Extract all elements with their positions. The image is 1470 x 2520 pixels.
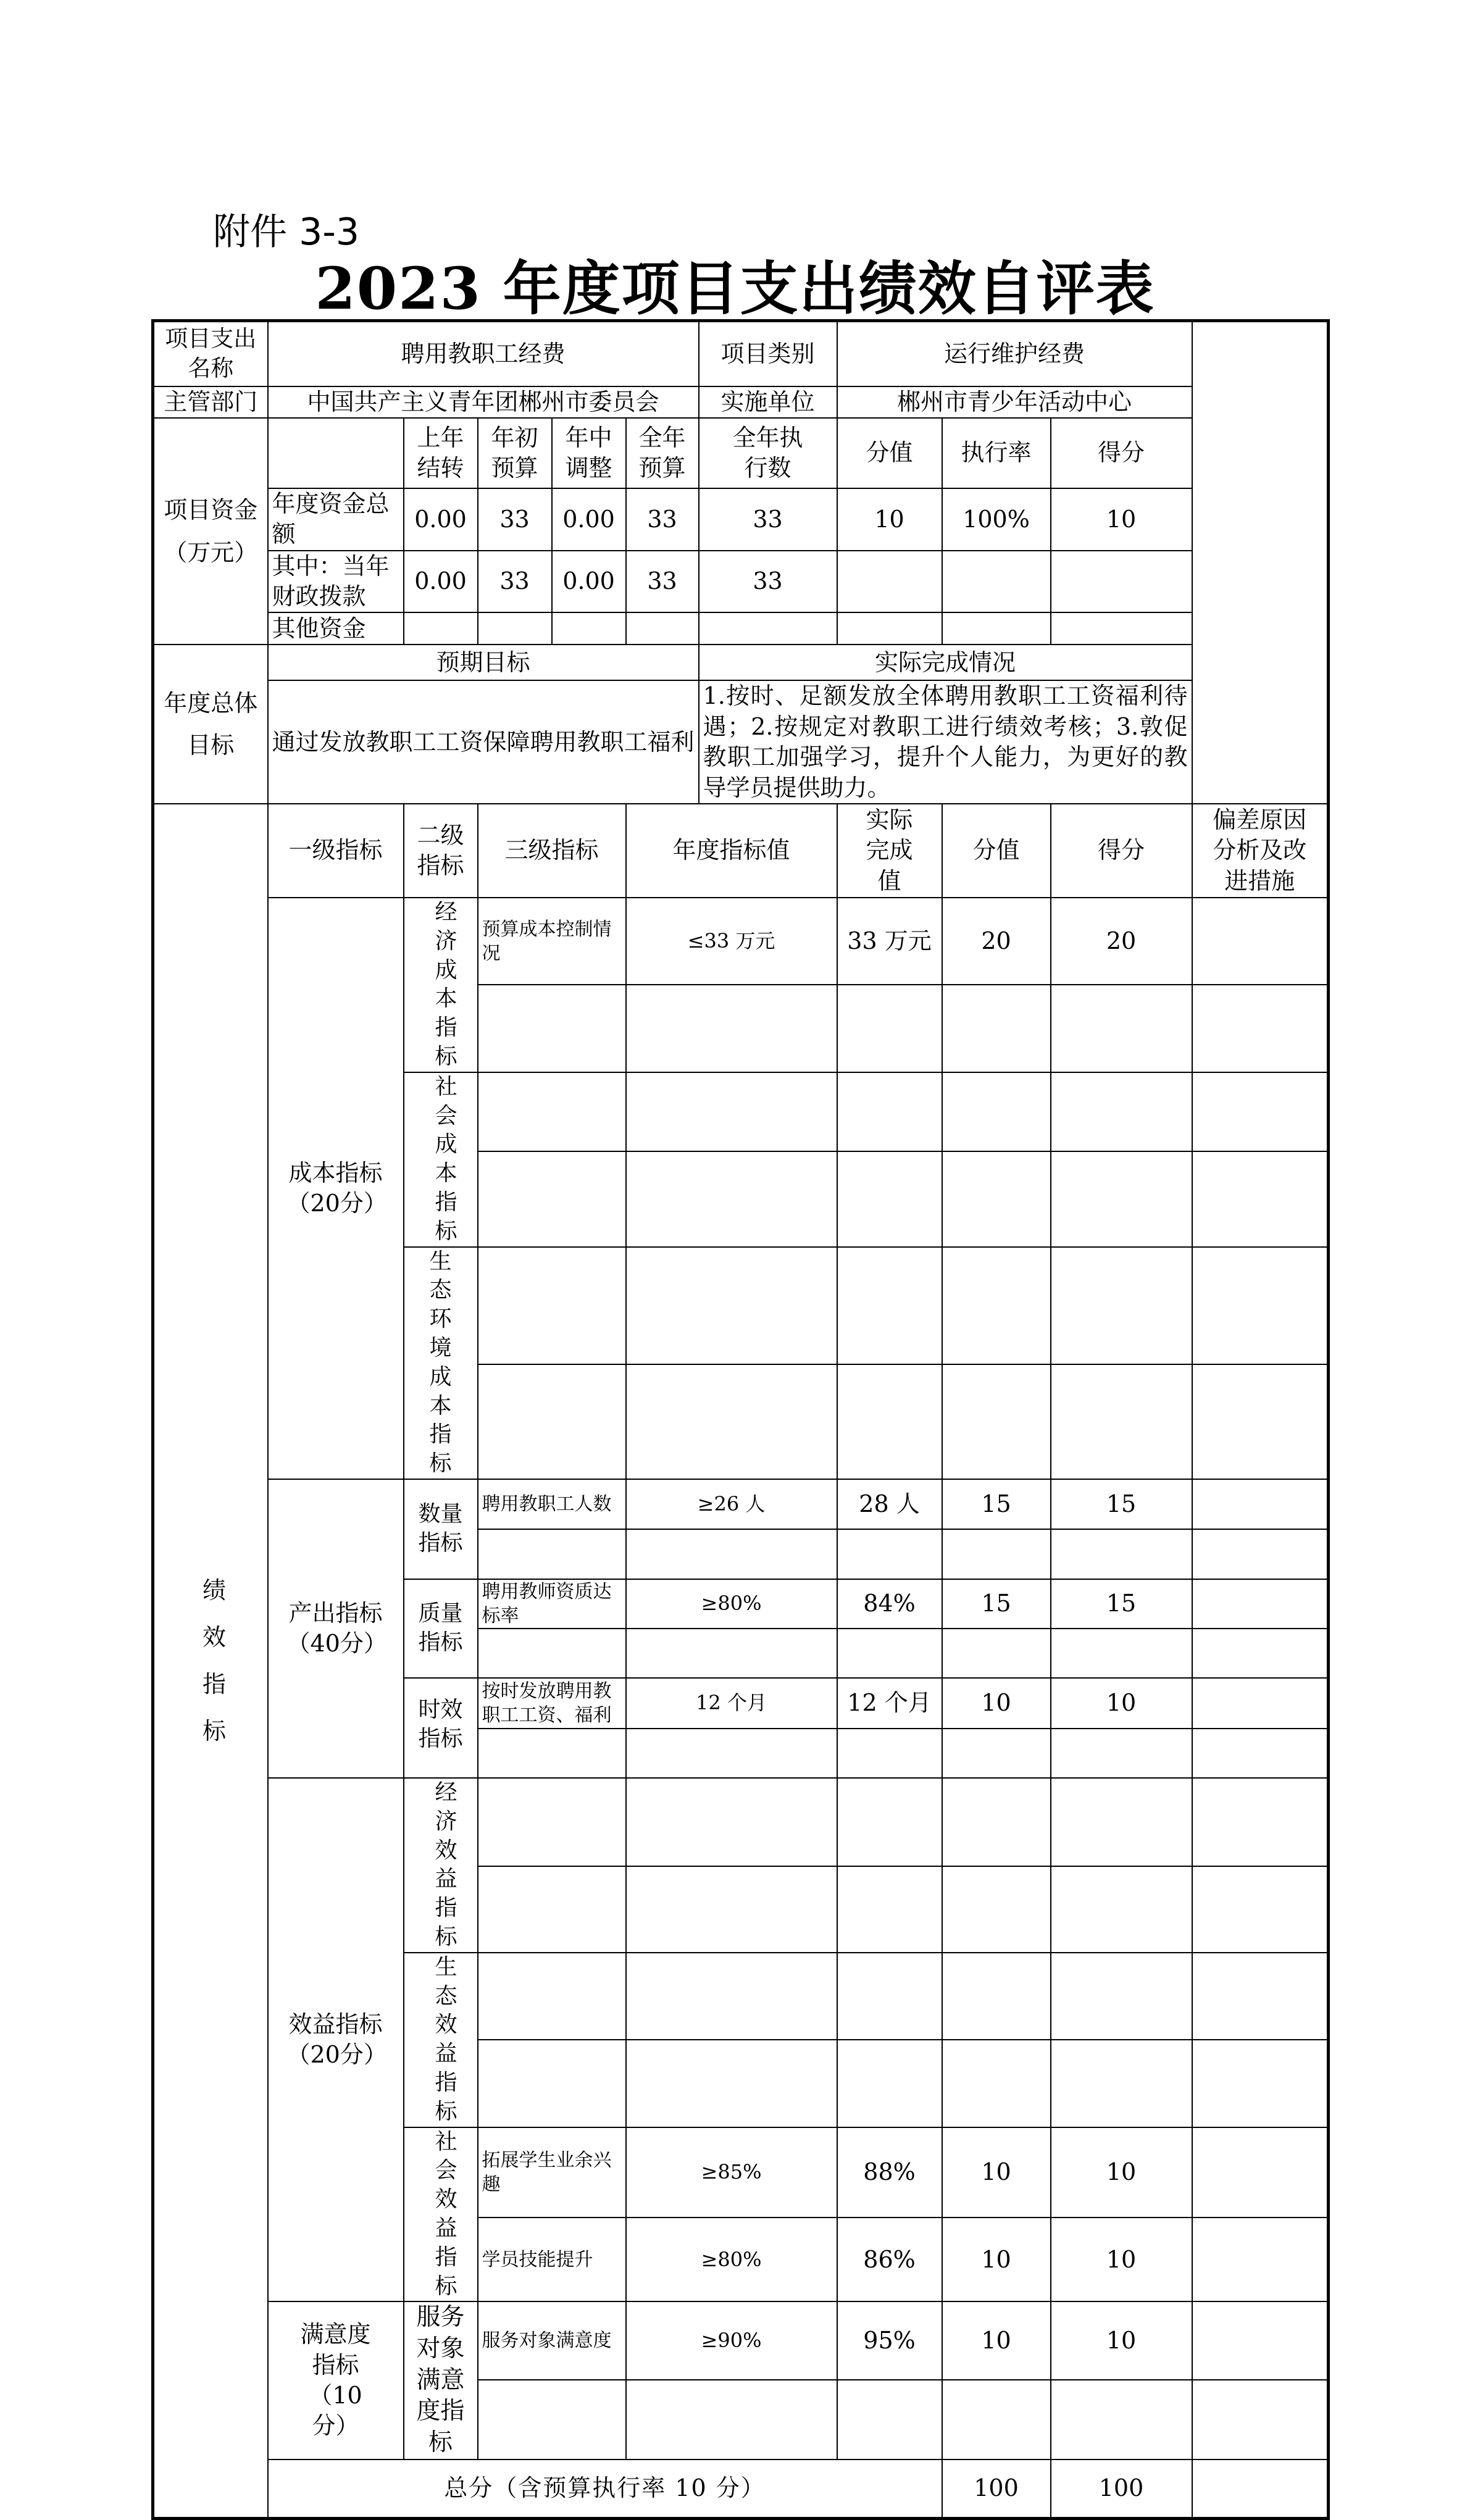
- perf-actual-cell: 88%: [837, 2127, 942, 2218]
- funds-cell: [478, 612, 552, 645]
- perf-score-value-cell: [942, 1729, 1051, 1778]
- perf-actual-cell: [837, 1072, 942, 1152]
- perf-target-cell: [626, 1529, 837, 1579]
- benefit-social-label: 社会效益指标: [404, 2127, 478, 2302]
- perf-actual-cell: [837, 985, 942, 1072]
- perf-deviation-cell: [1192, 1151, 1329, 1246]
- goals-label: 年度总体目标: [153, 645, 268, 804]
- funds-row-name: 其中：当年财政拨款: [268, 551, 404, 613]
- perf-actual-cell: 84%: [837, 1579, 942, 1629]
- perf-score-value-cell: 20: [942, 898, 1051, 985]
- funds-cell: 33: [626, 488, 699, 551]
- perf-header-level1: 一级指标: [268, 804, 404, 898]
- perf-row: [153, 1479, 1329, 1529]
- perf-score-value-cell: [942, 2040, 1051, 2127]
- perf-score-cell: [1051, 1529, 1192, 1579]
- perf-actual-cell: 28 人: [837, 1479, 942, 1529]
- page-title: 2023 年度项目支出绩效自评表: [315, 255, 1155, 323]
- perf-score-cell: [1051, 1953, 1192, 2040]
- perf-actual-cell: [837, 1629, 942, 1678]
- benefit-label: 效益指标（20分）: [268, 1778, 404, 2301]
- perf-actual-cell: [837, 1247, 942, 1365]
- perf-score-value-cell: [942, 1953, 1051, 2040]
- perf-deviation-cell: [1192, 1629, 1329, 1678]
- funds-cell: [626, 612, 699, 645]
- goals-actual-text: 1.按时、足额发放全体聘用教职工工资福利待遇；2.按规定对教职工进行绩效考核；3.敦促教职工加强学习，提升个人能力，为更好的教导学员提供助力。: [699, 680, 1192, 804]
- perf-deviation-cell: [1192, 898, 1329, 985]
- perf-score-cell: 10: [1051, 2301, 1192, 2380]
- funds-header-executed: 全年执行数: [699, 418, 837, 488]
- perf-level3-cell: [478, 2380, 626, 2460]
- perf-level3-cell: [478, 1953, 626, 2040]
- output-label: 产出指标（40分）: [268, 1479, 404, 1778]
- perf-level3-cell: [478, 1866, 626, 1953]
- funds-header-score-value: 分值: [837, 418, 942, 488]
- funds-cell: [837, 612, 942, 645]
- funds-blank-corner: [268, 418, 404, 488]
- perf-level3-cell: [478, 1629, 626, 1678]
- perf-target-cell: [626, 1072, 837, 1152]
- perf-score-value-cell: 15: [942, 1579, 1051, 1629]
- cost-social-label: 社会成本指标: [404, 1072, 478, 1247]
- perf-deviation-cell: [1192, 1072, 1329, 1152]
- funds-cell: 0.00: [404, 551, 478, 613]
- perf-target-cell: [626, 985, 837, 1072]
- funds-cell: 0.00: [552, 551, 626, 613]
- perf-target-cell: [626, 1866, 837, 1953]
- perf-level3-cell: [478, 1529, 626, 1579]
- perf-level3-cell: 服务对象满意度: [478, 2301, 626, 2380]
- perf-deviation-cell: [1192, 1529, 1329, 1579]
- output-quality-label: 质量指标: [404, 1579, 478, 1678]
- perf-actual-cell: [837, 1729, 942, 1778]
- perf-score-value-cell: [942, 1778, 1051, 1866]
- perf-target-cell: [626, 2040, 837, 2127]
- perf-deviation-cell: [1192, 1247, 1329, 1365]
- perf-score-value-cell: 15: [942, 1479, 1051, 1529]
- perf-level3-cell: 拓展学生业余兴趣: [478, 2127, 626, 2218]
- perf-score-cell: [1051, 1778, 1192, 1866]
- funds-header-score: 得分: [1051, 418, 1192, 488]
- perf-score-value-cell: [942, 1529, 1051, 1579]
- perf-score-cell: [1051, 985, 1192, 1072]
- perf-score-cell: [1051, 2040, 1192, 2127]
- cost-eco-label: 生态环境成本指标: [404, 1247, 478, 1479]
- perf-deviation-cell: [1192, 1953, 1329, 2040]
- funds-cell: 0.00: [552, 488, 626, 551]
- perf-deviation-cell: [1192, 1778, 1329, 1866]
- perf-level3-cell: [478, 1247, 626, 1365]
- perf-deviation-cell: [1192, 2218, 1329, 2301]
- perf-score-value-cell: 10: [942, 2127, 1051, 2218]
- perf-deviation-cell: [1192, 2127, 1329, 2218]
- output-timeliness-label: 时效指标: [404, 1678, 478, 1778]
- funds-header-row: [153, 418, 1329, 488]
- perf-score-value-cell: [942, 1151, 1051, 1246]
- perf-deviation-cell: [1192, 1579, 1329, 1629]
- funds-cell: 33: [478, 551, 552, 613]
- department-row: [153, 386, 1329, 418]
- perf-score-value-cell: 10: [942, 2301, 1051, 2380]
- perf-target-cell: [626, 1778, 837, 1866]
- project-name-label: 项目支出名称: [153, 321, 268, 386]
- funds-cell: 0.00: [404, 488, 478, 551]
- perf-actual-cell: [837, 2380, 942, 2460]
- perf-level3-cell: [478, 1778, 626, 1866]
- funds-cell: [837, 551, 942, 613]
- goals-content-row: [153, 680, 1329, 804]
- perf-deviation-cell: [1192, 2040, 1329, 2127]
- perf-target-cell: [626, 1364, 837, 1479]
- funds-cell: [942, 612, 1051, 645]
- perf-deviation-cell: [1192, 1364, 1329, 1479]
- perf-target-cell: [626, 1151, 837, 1246]
- satisfaction-label: 满意度指标（10分）: [268, 2301, 404, 2459]
- perf-actual-cell: [837, 2040, 942, 2127]
- perf-level3-cell: 聘用教师资质达标率: [478, 1579, 626, 1629]
- impl-label: 实施单位: [699, 386, 837, 418]
- funds-cell: [552, 612, 626, 645]
- benefit-eco-label: 生态效益指标: [404, 1953, 478, 2127]
- total-deviation: [1192, 2460, 1329, 2519]
- perf-actual-cell: 86%: [837, 2218, 942, 2301]
- perf-target-cell: ≥80%: [626, 2218, 837, 2301]
- perf-level3-cell: [478, 1729, 626, 1778]
- cost-label: 成本指标（20分）: [268, 898, 404, 1479]
- perf-level3-cell: [478, 985, 626, 1072]
- perf-target-cell: [626, 1247, 837, 1365]
- perf-header-target: 年度指标值: [626, 804, 837, 898]
- funds-cell: [699, 612, 837, 645]
- perf-score-value-cell: 10: [942, 2218, 1051, 2301]
- perf-score-cell: [1051, 1072, 1192, 1152]
- funds-cell: [1051, 612, 1192, 645]
- perf-actual-cell: [837, 1151, 942, 1246]
- dept-label: 主管部门: [153, 386, 268, 418]
- funds-row-name: 其他资金: [268, 612, 404, 645]
- funds-header-initial-budget: 年初预算: [478, 418, 552, 488]
- perf-score-value-cell: [942, 1364, 1051, 1479]
- perf-actual-cell: [837, 1529, 942, 1579]
- perf-header-score-value: 分值: [942, 804, 1051, 898]
- perf-score-cell: [1051, 1151, 1192, 1246]
- goals-header-row: [153, 645, 1329, 680]
- perf-score-cell: 15: [1051, 1579, 1192, 1629]
- perf-level3-cell: 聘用教职工人数: [478, 1479, 626, 1529]
- perf-score-value-cell: [942, 1629, 1051, 1678]
- perf-target-cell: [626, 1729, 837, 1778]
- perf-row: [153, 2301, 1329, 2380]
- perf-header-level2: 二级指标: [404, 804, 478, 898]
- perf-score-cell: 10: [1051, 2218, 1192, 2301]
- funds-header-prev-carry: 上年结转: [404, 418, 478, 488]
- funds-header-mid-adjust: 年中调整: [552, 418, 626, 488]
- perf-target-cell: 12 个月: [626, 1678, 837, 1729]
- impl-value: 郴州市青少年活动中心: [837, 386, 1192, 418]
- perf-score-value-cell: [942, 2380, 1051, 2460]
- funds-row-total: [153, 488, 1329, 551]
- perf-target-cell: [626, 1953, 837, 2040]
- dept-value: 中国共产主义青年团郴州市委员会: [268, 386, 699, 418]
- funds-row-name: 年度资金总额: [268, 488, 404, 551]
- perf-header-row: [153, 804, 1329, 898]
- total-score-value: 100: [942, 2460, 1051, 2519]
- output-quantity-label: 数量指标: [404, 1479, 478, 1579]
- perf-level3-cell: [478, 2040, 626, 2127]
- category-label: 项目类别: [699, 321, 837, 386]
- funds-label: 项目资金（万元）: [153, 418, 268, 645]
- perf-score-cell: 20: [1051, 898, 1192, 985]
- perf-target-cell: ≥26 人: [626, 1479, 837, 1529]
- perf-actual-cell: 95%: [837, 2301, 942, 2380]
- perf-score-cell: [1051, 1729, 1192, 1778]
- perf-side-label: 绩效指标: [153, 804, 268, 2519]
- perf-score-value-cell: [942, 1072, 1051, 1152]
- perf-level3-cell: [478, 1151, 626, 1246]
- perf-actual-cell: [837, 1778, 942, 1866]
- funds-cell: 33: [478, 488, 552, 551]
- satisfaction-level2-label: 服务对象满意度指标: [404, 2301, 478, 2459]
- perf-target-cell: ≥85%: [626, 2127, 837, 2218]
- perf-deviation-cell: [1192, 2301, 1329, 2380]
- benefit-economic-label: 经济效益指标: [404, 1778, 478, 1953]
- perf-deviation-cell: [1192, 1678, 1329, 1729]
- perf-score-cell: 15: [1051, 1479, 1192, 1529]
- goals-expected-text: 通过发放教职工工资保障聘用教职工福利: [268, 680, 699, 804]
- perf-score-cell: 10: [1051, 1678, 1192, 1729]
- perf-deviation-cell: [1192, 1866, 1329, 1953]
- perf-target-cell: [626, 2380, 837, 2460]
- funds-cell: 33: [699, 488, 837, 551]
- perf-row: [153, 1778, 1329, 1866]
- total-label: 总分（含预算执行率 10 分）: [268, 2460, 942, 2519]
- project-name-value: 聘用教职工经费: [268, 321, 699, 386]
- perf-score-cell: [1051, 1364, 1192, 1479]
- performance-evaluation-table: [151, 319, 1330, 2520]
- funds-row-fiscal: [153, 551, 1329, 613]
- perf-header-score: 得分: [1051, 804, 1192, 898]
- perf-actual-cell: [837, 1866, 942, 1953]
- perf-target-cell: [626, 1629, 837, 1678]
- perf-actual-cell: 12 个月: [837, 1678, 942, 1729]
- perf-deviation-cell: [1192, 985, 1329, 1072]
- perf-deviation-cell: [1192, 1479, 1329, 1529]
- funds-cell: 33: [626, 551, 699, 613]
- perf-header-level3: 三级指标: [478, 804, 626, 898]
- perf-level3-cell: [478, 1364, 626, 1479]
- perf-score-value-cell: [942, 1247, 1051, 1365]
- perf-target-cell: ≥90%: [626, 2301, 837, 2380]
- funds-row-other: [153, 612, 1329, 645]
- funds-cell: 10: [837, 488, 942, 551]
- goals-expected-label: 预期目标: [268, 645, 699, 680]
- perf-score-value-cell: [942, 985, 1051, 1072]
- goals-actual-label: 实际完成情况: [699, 645, 1192, 680]
- funds-cell: [1051, 551, 1192, 613]
- perf-level3-cell: 预算成本控制情况: [478, 898, 626, 985]
- perf-score-value-cell: [942, 1866, 1051, 1953]
- perf-score-cell: [1051, 1866, 1192, 1953]
- funds-cell: 33: [699, 551, 837, 613]
- cost-economic-label: 经济成本指标: [404, 898, 478, 1072]
- funds-cell: [404, 612, 478, 645]
- funds-header-full-budget: 全年预算: [626, 418, 699, 488]
- funds-cell: 100%: [942, 488, 1051, 551]
- perf-deviation-cell: [1192, 2380, 1329, 2460]
- project-name-row: [153, 321, 1329, 386]
- perf-score-cell: [1051, 1247, 1192, 1365]
- perf-header-actual: 实际完成值: [837, 804, 942, 898]
- funds-cell: 10: [1051, 488, 1192, 551]
- perf-target-cell: ≤33 万元: [626, 898, 837, 985]
- funds-cell: [942, 551, 1051, 613]
- funds-header-exec-rate: 执行率: [942, 418, 1051, 488]
- perf-level3-cell: [478, 1072, 626, 1152]
- perf-level3-cell: 按时发放聘用教职工工资、福利: [478, 1678, 626, 1729]
- perf-actual-cell: [837, 1953, 942, 2040]
- total-row: [153, 2460, 1329, 2519]
- perf-score-value-cell: 10: [942, 1678, 1051, 1729]
- total-score: 100: [1051, 2460, 1192, 2519]
- attachment-label: 附件 3-3: [213, 211, 360, 254]
- perf-target-cell: ≥80%: [626, 1579, 837, 1629]
- category-value: 运行维护经费: [837, 321, 1192, 386]
- perf-deviation-cell: [1192, 1729, 1329, 1778]
- perf-level3-cell: 学员技能提升: [478, 2218, 626, 2301]
- perf-row: [153, 898, 1329, 985]
- perf-score-cell: 10: [1051, 2127, 1192, 2218]
- perf-score-cell: [1051, 1629, 1192, 1678]
- perf-score-cell: [1051, 2380, 1192, 2460]
- perf-actual-cell: 33 万元: [837, 898, 942, 985]
- perf-header-deviation: 偏差原因分析及改进措施: [1192, 804, 1329, 898]
- perf-actual-cell: [837, 1364, 942, 1479]
